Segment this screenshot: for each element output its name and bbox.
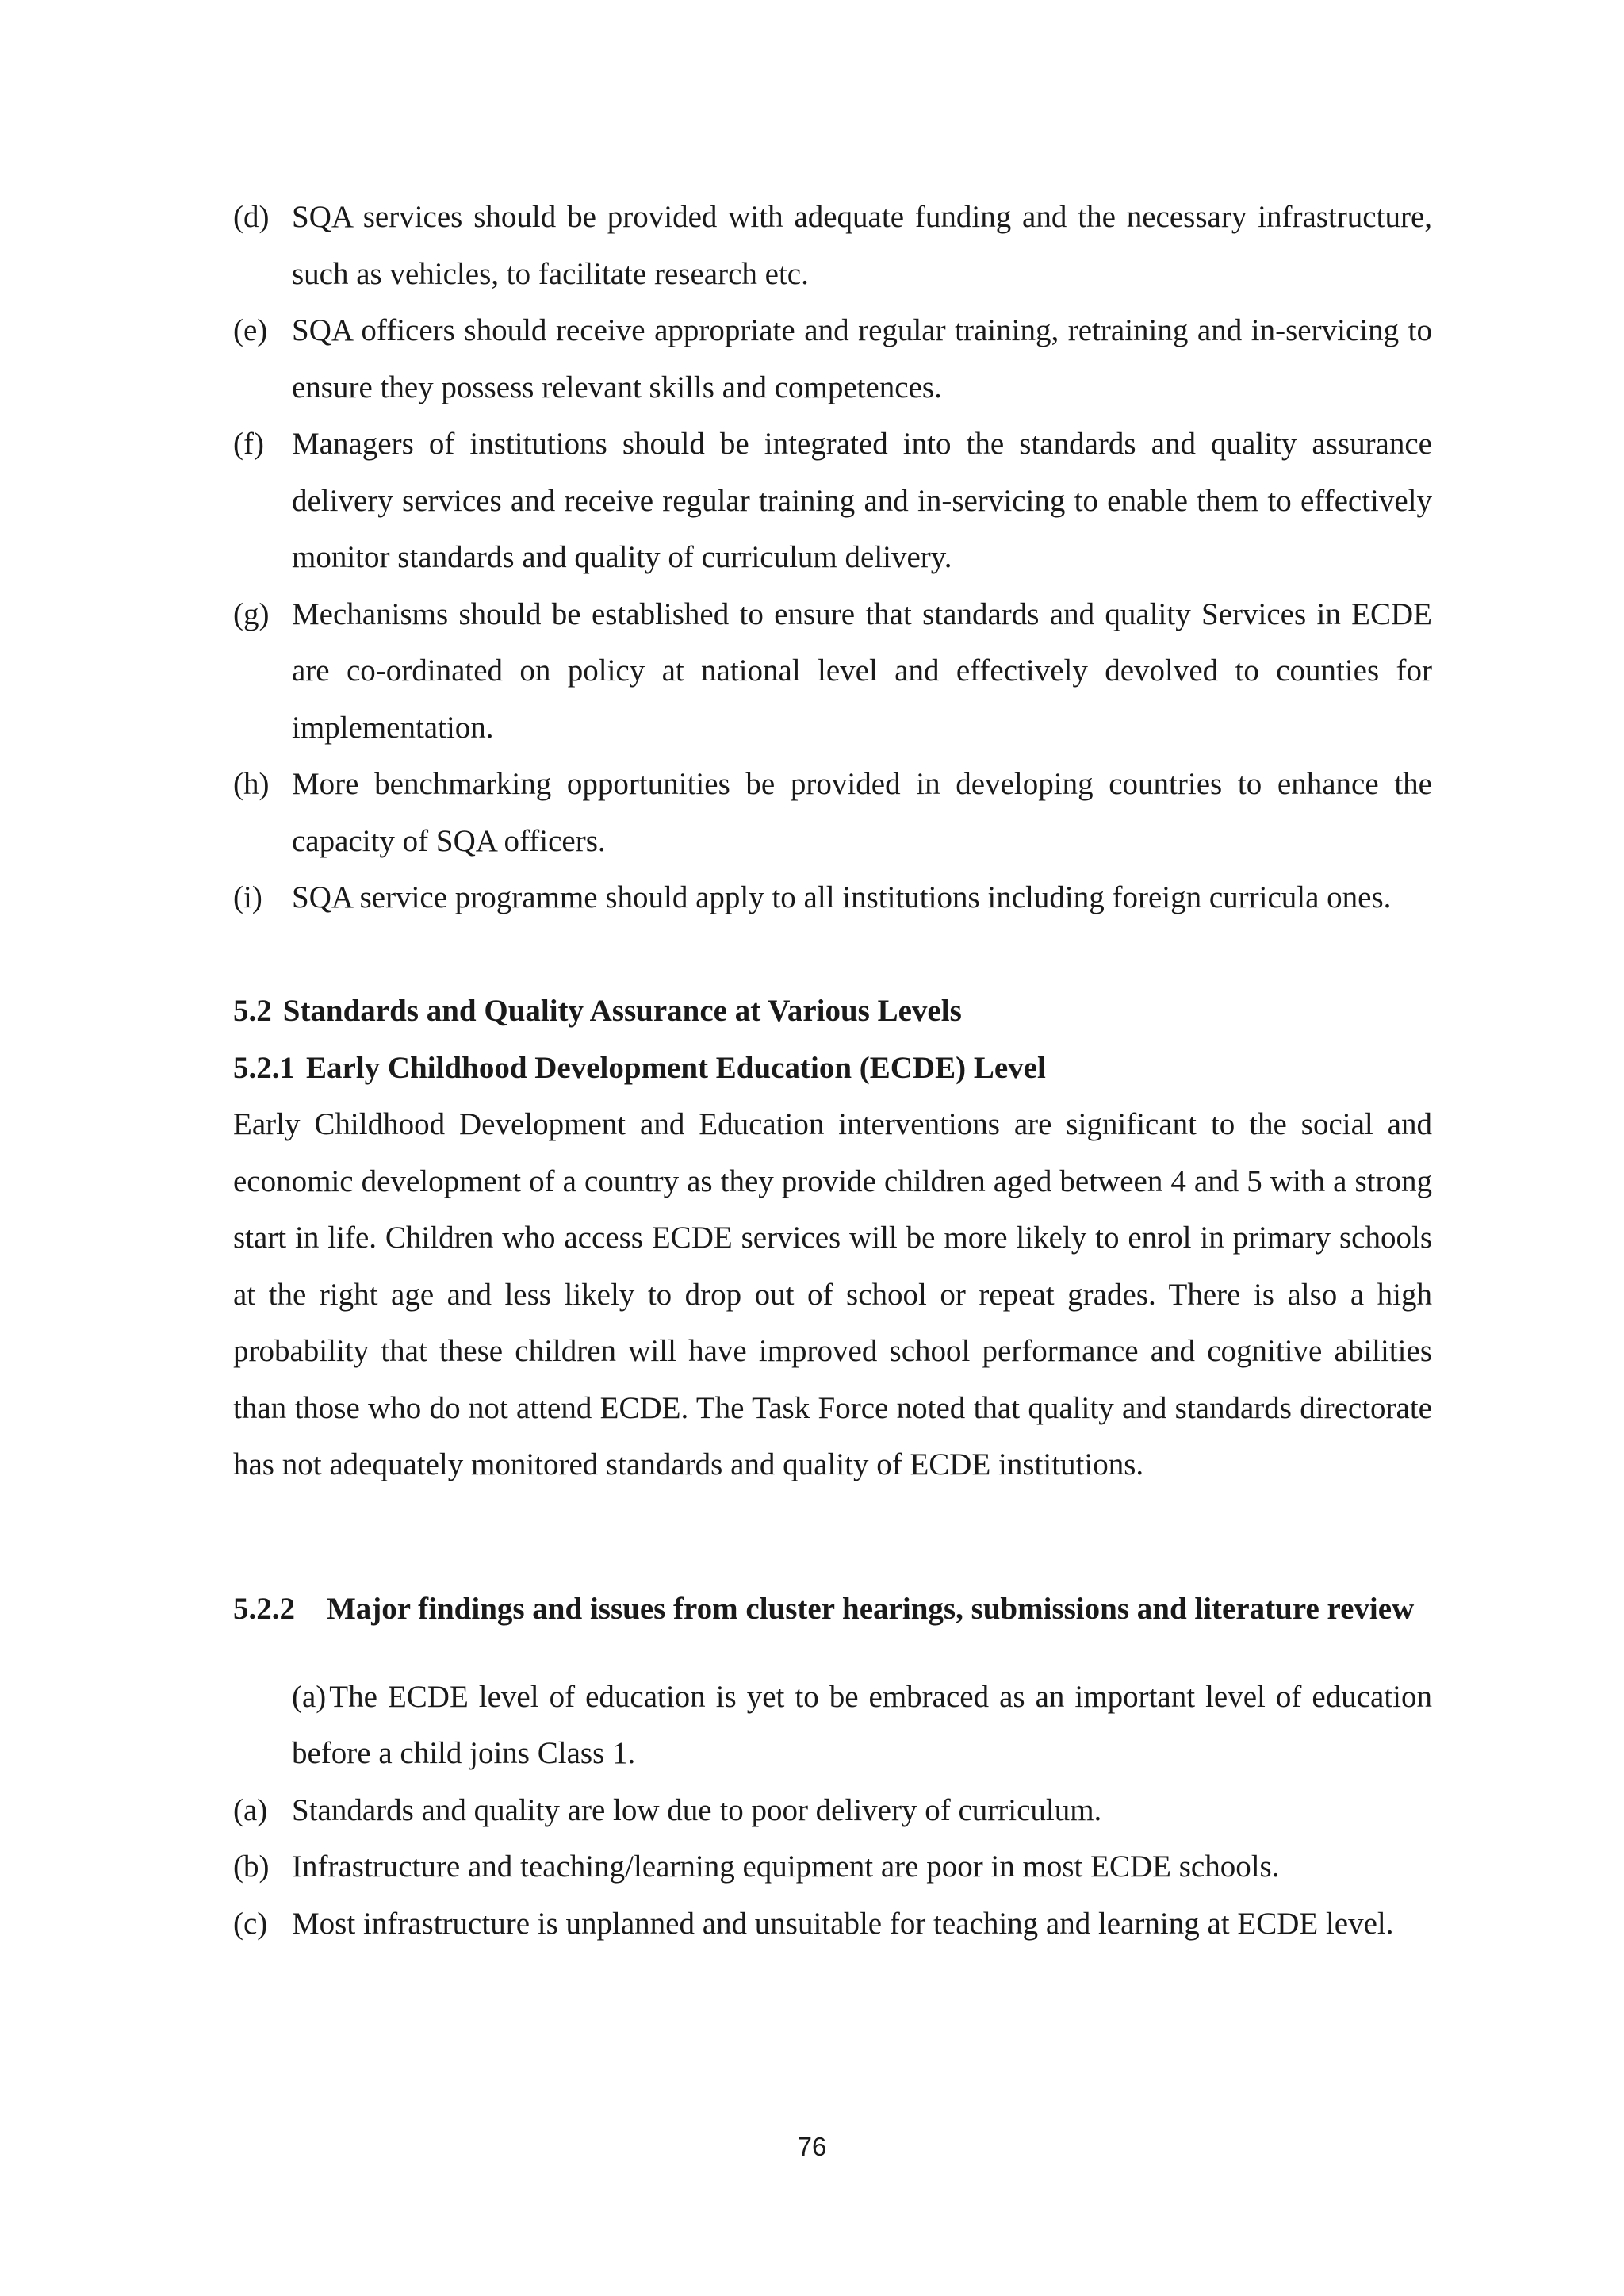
section-title: Major findings and issues from cluster hearings, submissions and literature review xyxy=(327,1592,1415,1626)
section-heading-5-2 xyxy=(233,983,1432,1040)
list-item-inner-a xyxy=(233,1669,1432,1782)
list-text: Infrastructure and teaching/learning equipment are poor in most ECDE schools. xyxy=(292,1849,1280,1884)
document-page xyxy=(233,189,1432,1952)
list-text: SQA services should be provided with adequate funding and the necessary infrastructure, such as vehicles, to facilitate research etc. xyxy=(292,200,1432,291)
section-title: Early Childhood Development Education (ECDE) Level xyxy=(306,1050,1046,1085)
list-text: Mechanisms should be established to ensure that standards and quality Services in ECDE are co-ordinated on policy at national level and effectively devolved to counties for implementation. xyxy=(292,596,1432,745)
list-text: SQA officers should receive appropriate and regular training, retraining and in-servicing to ensure they possess relevant skills and competences. xyxy=(292,313,1432,404)
list-marker: (a) xyxy=(292,1679,327,1714)
section-spacer xyxy=(233,1493,1432,1550)
list-item-g xyxy=(233,586,1432,757)
section-number: 5.2.1 xyxy=(233,1050,295,1085)
list-item-i xyxy=(233,869,1432,926)
list-text: SQA service programme should apply to all institutions including foreign curricula ones. xyxy=(292,880,1392,914)
list-text: Most infrastructure is unplanned and unsuitable for teaching and learning at ECDE level. xyxy=(292,1906,1394,1941)
list-marker: (e) xyxy=(233,313,268,347)
list-text: More benchmarking opportunities be provided in developing countries to enhance the capacity of SQA officers. xyxy=(292,767,1432,858)
list-item-e xyxy=(233,302,1432,416)
section-heading-5-2-2 xyxy=(233,1581,1432,1638)
list-item-f xyxy=(233,416,1432,586)
section-spacer xyxy=(233,926,1432,983)
section-number: 5.2.2 xyxy=(233,1592,295,1626)
page-number: 76 xyxy=(797,2132,827,2161)
list-marker: (c) xyxy=(233,1906,268,1941)
section-title: Standards and Quality Assurance at Various Levels xyxy=(282,994,962,1028)
list-marker: (d) xyxy=(233,200,270,234)
section-number: 5.2 xyxy=(233,994,272,1028)
list-item-d xyxy=(233,189,1432,302)
list-marker: (a) xyxy=(233,1792,268,1827)
list-item-b xyxy=(233,1838,1432,1895)
list-text: Standards and quality are low due to poor delivery of curriculum. xyxy=(292,1792,1102,1827)
list-item-h xyxy=(233,756,1432,869)
list-text: The ECDE level of education is yet to be embraced as an important level of education before a child joins Class 1. xyxy=(292,1679,1432,1770)
list-marker: (b) xyxy=(233,1849,270,1884)
list-marker: (h) xyxy=(233,767,270,801)
list-text: Managers of institutions should be integrated into the standards and quality assurance delivery services and receive regular training and in-servicing to enable them to effectively monitor standards and quality of curriculum delivery. xyxy=(292,427,1432,574)
list-item-a xyxy=(233,1782,1432,1839)
list-item-c xyxy=(233,1895,1432,1953)
section-heading-5-2-1 xyxy=(233,1040,1432,1097)
list-marker: (f) xyxy=(233,427,264,461)
list-marker: (i) xyxy=(233,880,262,914)
body-paragraph: Early Childhood Development and Education interventions are significant to the social and economic development of a country as they provide children aged between 4 and 5 with a strong start in life. Children who access ECDE services will be more likely to enrol in primary schools at the right age and less likely to drop out of school or repeat grades. There is also a high probability that these children will have improved school performance and cognitive abilities than those who do not attend ECDE. The Task Force noted that quality and standards directorate has not adequately monitored standards and quality of ECDE institutions. xyxy=(233,1107,1432,1481)
list-marker: (g) xyxy=(233,596,270,631)
